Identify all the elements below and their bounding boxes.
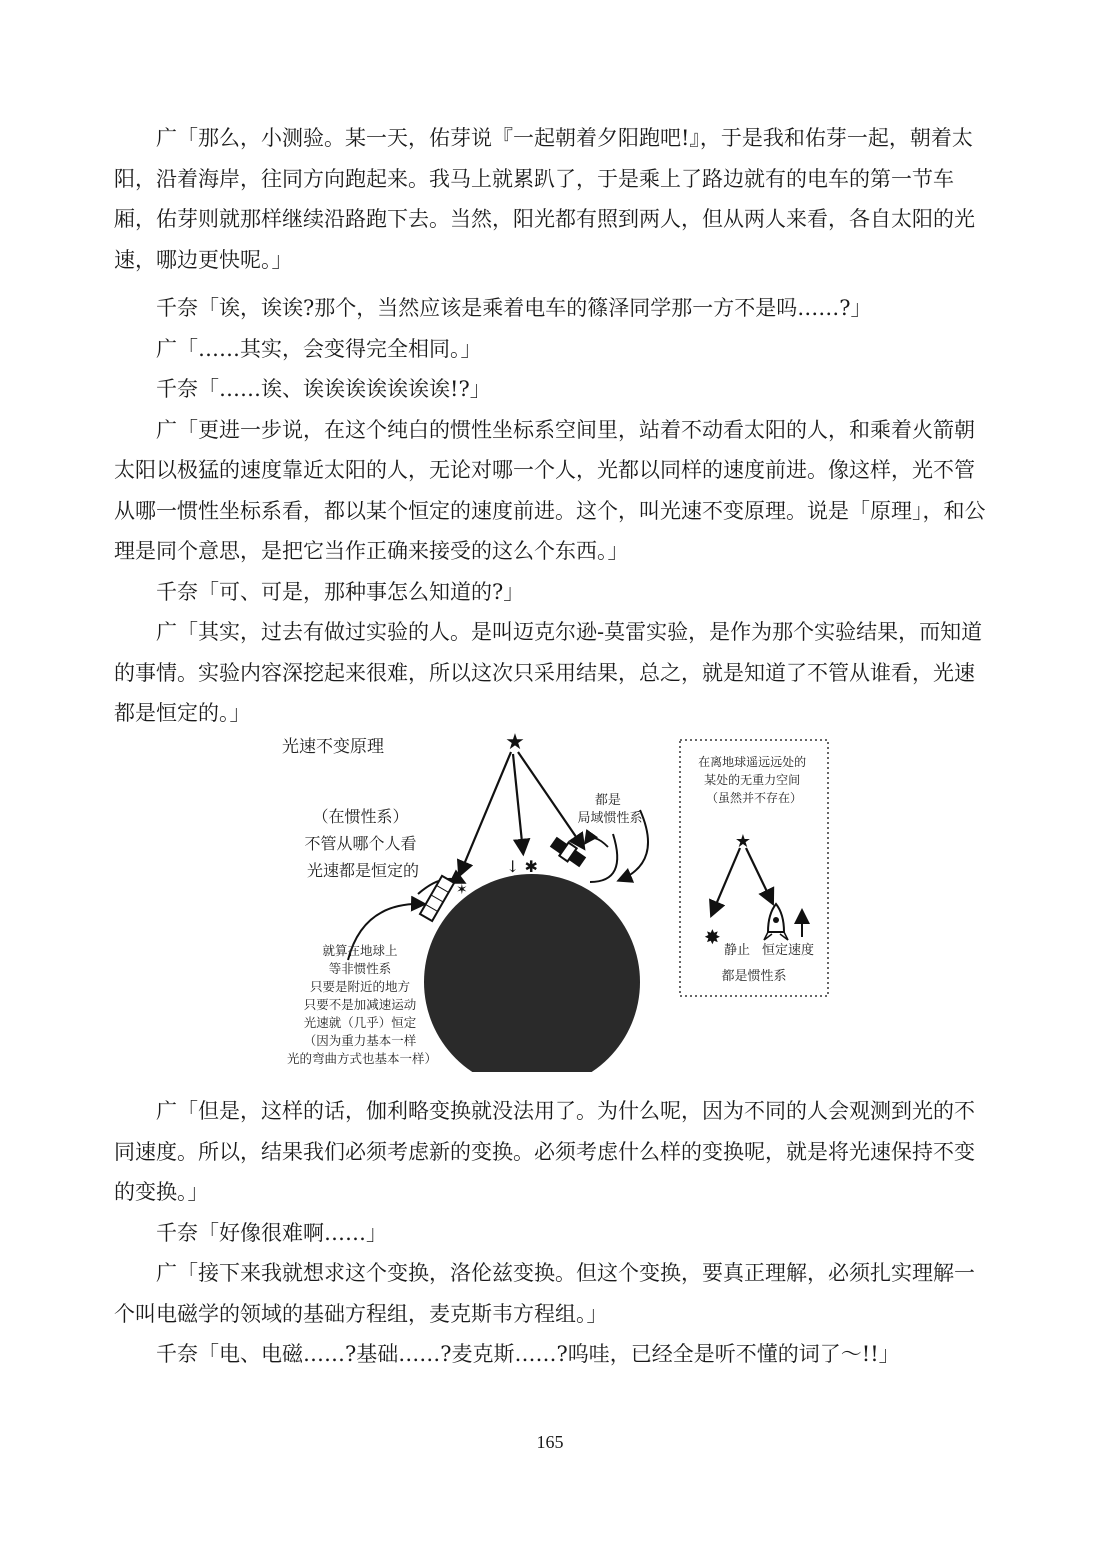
earth-globe [424, 874, 640, 1072]
label-const-speed: 恒定速度 [762, 943, 815, 958]
label-still: 静止 [724, 943, 751, 958]
dialogue-block-bottom [114, 1091, 990, 1375]
figure-title: 光速不变原理 [282, 737, 384, 757]
dialogue-block-top [114, 118, 990, 734]
orbit-arrow [590, 834, 617, 882]
left-caption: （在惯性系） 不管从哪个人看 光速都是恒定的 [304, 807, 420, 880]
illustration-svg [268, 722, 836, 1072]
box-light-rays [712, 848, 772, 914]
local-caption: 都是 局域惯性系 [577, 793, 643, 826]
sun-star-icon: ★ [505, 730, 525, 755]
box-star-icon: ★ [734, 831, 752, 852]
dialogue-paragraph: 千奈「电、电磁……?基础……?麦克斯……?呜哇，已经全是听不懂的词了～!!」 [156, 1342, 900, 1366]
bottom-caption: 就算在地球上 等非惯性系 只要是附近的地方 只要不是加减速运动 光速就（几乎）恒定 （因为重力基本一样 光的弯曲方式也基本一样） [286, 943, 438, 1066]
dialogue-paragraph: 千奈「诶，诶诶?那个，当然应该是乘着电车的篠泽同学那一方不是吗……?」 [156, 296, 872, 320]
still-person-icon: ✸ [704, 925, 721, 949]
dialogue-paragraph: 广「……其实，会变得完全相同。」 [156, 336, 482, 361]
dialogue-paragraph: 广「那么，小测验。某一天，佑芽说『一起朝着夕阳跑吧!』，于是我和佑芽一起，朝着太阳，沿着海岸，往同方向跑起来。我马上就累趴了，于是乘上了路边就有的电车的第一节车厢，佑芽则就那样继续沿路跑下去。当然，阳光都有照到两人，但从两人来看，各自太阳的光速，哪边更快呢。」 [114, 126, 975, 272]
satellite-icon [549, 835, 588, 869]
satellite-spin-arrow [586, 838, 608, 847]
box-caption: 都是惯性系 [721, 969, 787, 984]
dialogue-paragraph: 广「其实，过去有做过实验的人。是叫迈克尔逊-莫雷实验，是作为那个实验结果，而知道的事情。实验内容深挖起来很难，所以这次只采用结果，总之，就是知道了不管从谁看，光速都是恒定的。」 [114, 620, 983, 725]
dialogue-paragraph: 广「但是，这样的话，伽利略变换就没法用了。为什么呢，因为不同的人会观测到光的不同速度。所以，结果我们必须考虑新的变换。必须考虑什么样的变换呢，就是将光速保持不变的变换。」 [114, 1099, 975, 1204]
dialogue-paragraph: 千奈「好像很难啊……」 [156, 1220, 387, 1245]
dialogue-paragraph: 广「接下来我就想求这个变换，洛伦兹变换。但这个变换，要真正理解，必须扎实理解一个叫电磁学的领域的基础方程组，麦克斯韦方程组。」 [114, 1261, 975, 1326]
runner-icon: ✶ [456, 882, 468, 898]
dialogue-paragraph: 千奈「……诶、诶诶诶诶诶诶诶!?」 [156, 377, 491, 401]
rocket-icon [764, 904, 788, 940]
dialogue-paragraph: 千奈「可、可是，那种事怎么知道的?」 [156, 579, 525, 604]
dialogue-paragraph: 广「更进一步说，在这个纯白的惯性坐标系空间里，站着不动看太阳的人，和乘着火箭朝太阳以极猛的速度靠近太阳的人，无论对哪一个人，光都以同样的速度前进。像这样，光不管从哪一惯性坐标系看，都以某个恒定的速度前进。这个，叫光速不变原理。说是「原理」，和公理是同个意思，是把它当作正确来接受的这么个东西。」 [114, 417, 986, 563]
falling-person-icon: ↓ ✱ [506, 857, 538, 876]
page-number: 165 [536, 1432, 564, 1452]
box-title: 在离地球遥远远处的 某处的无重力空间 （虽然并不存在） [698, 755, 807, 805]
light-speed-illustration [268, 722, 836, 1072]
